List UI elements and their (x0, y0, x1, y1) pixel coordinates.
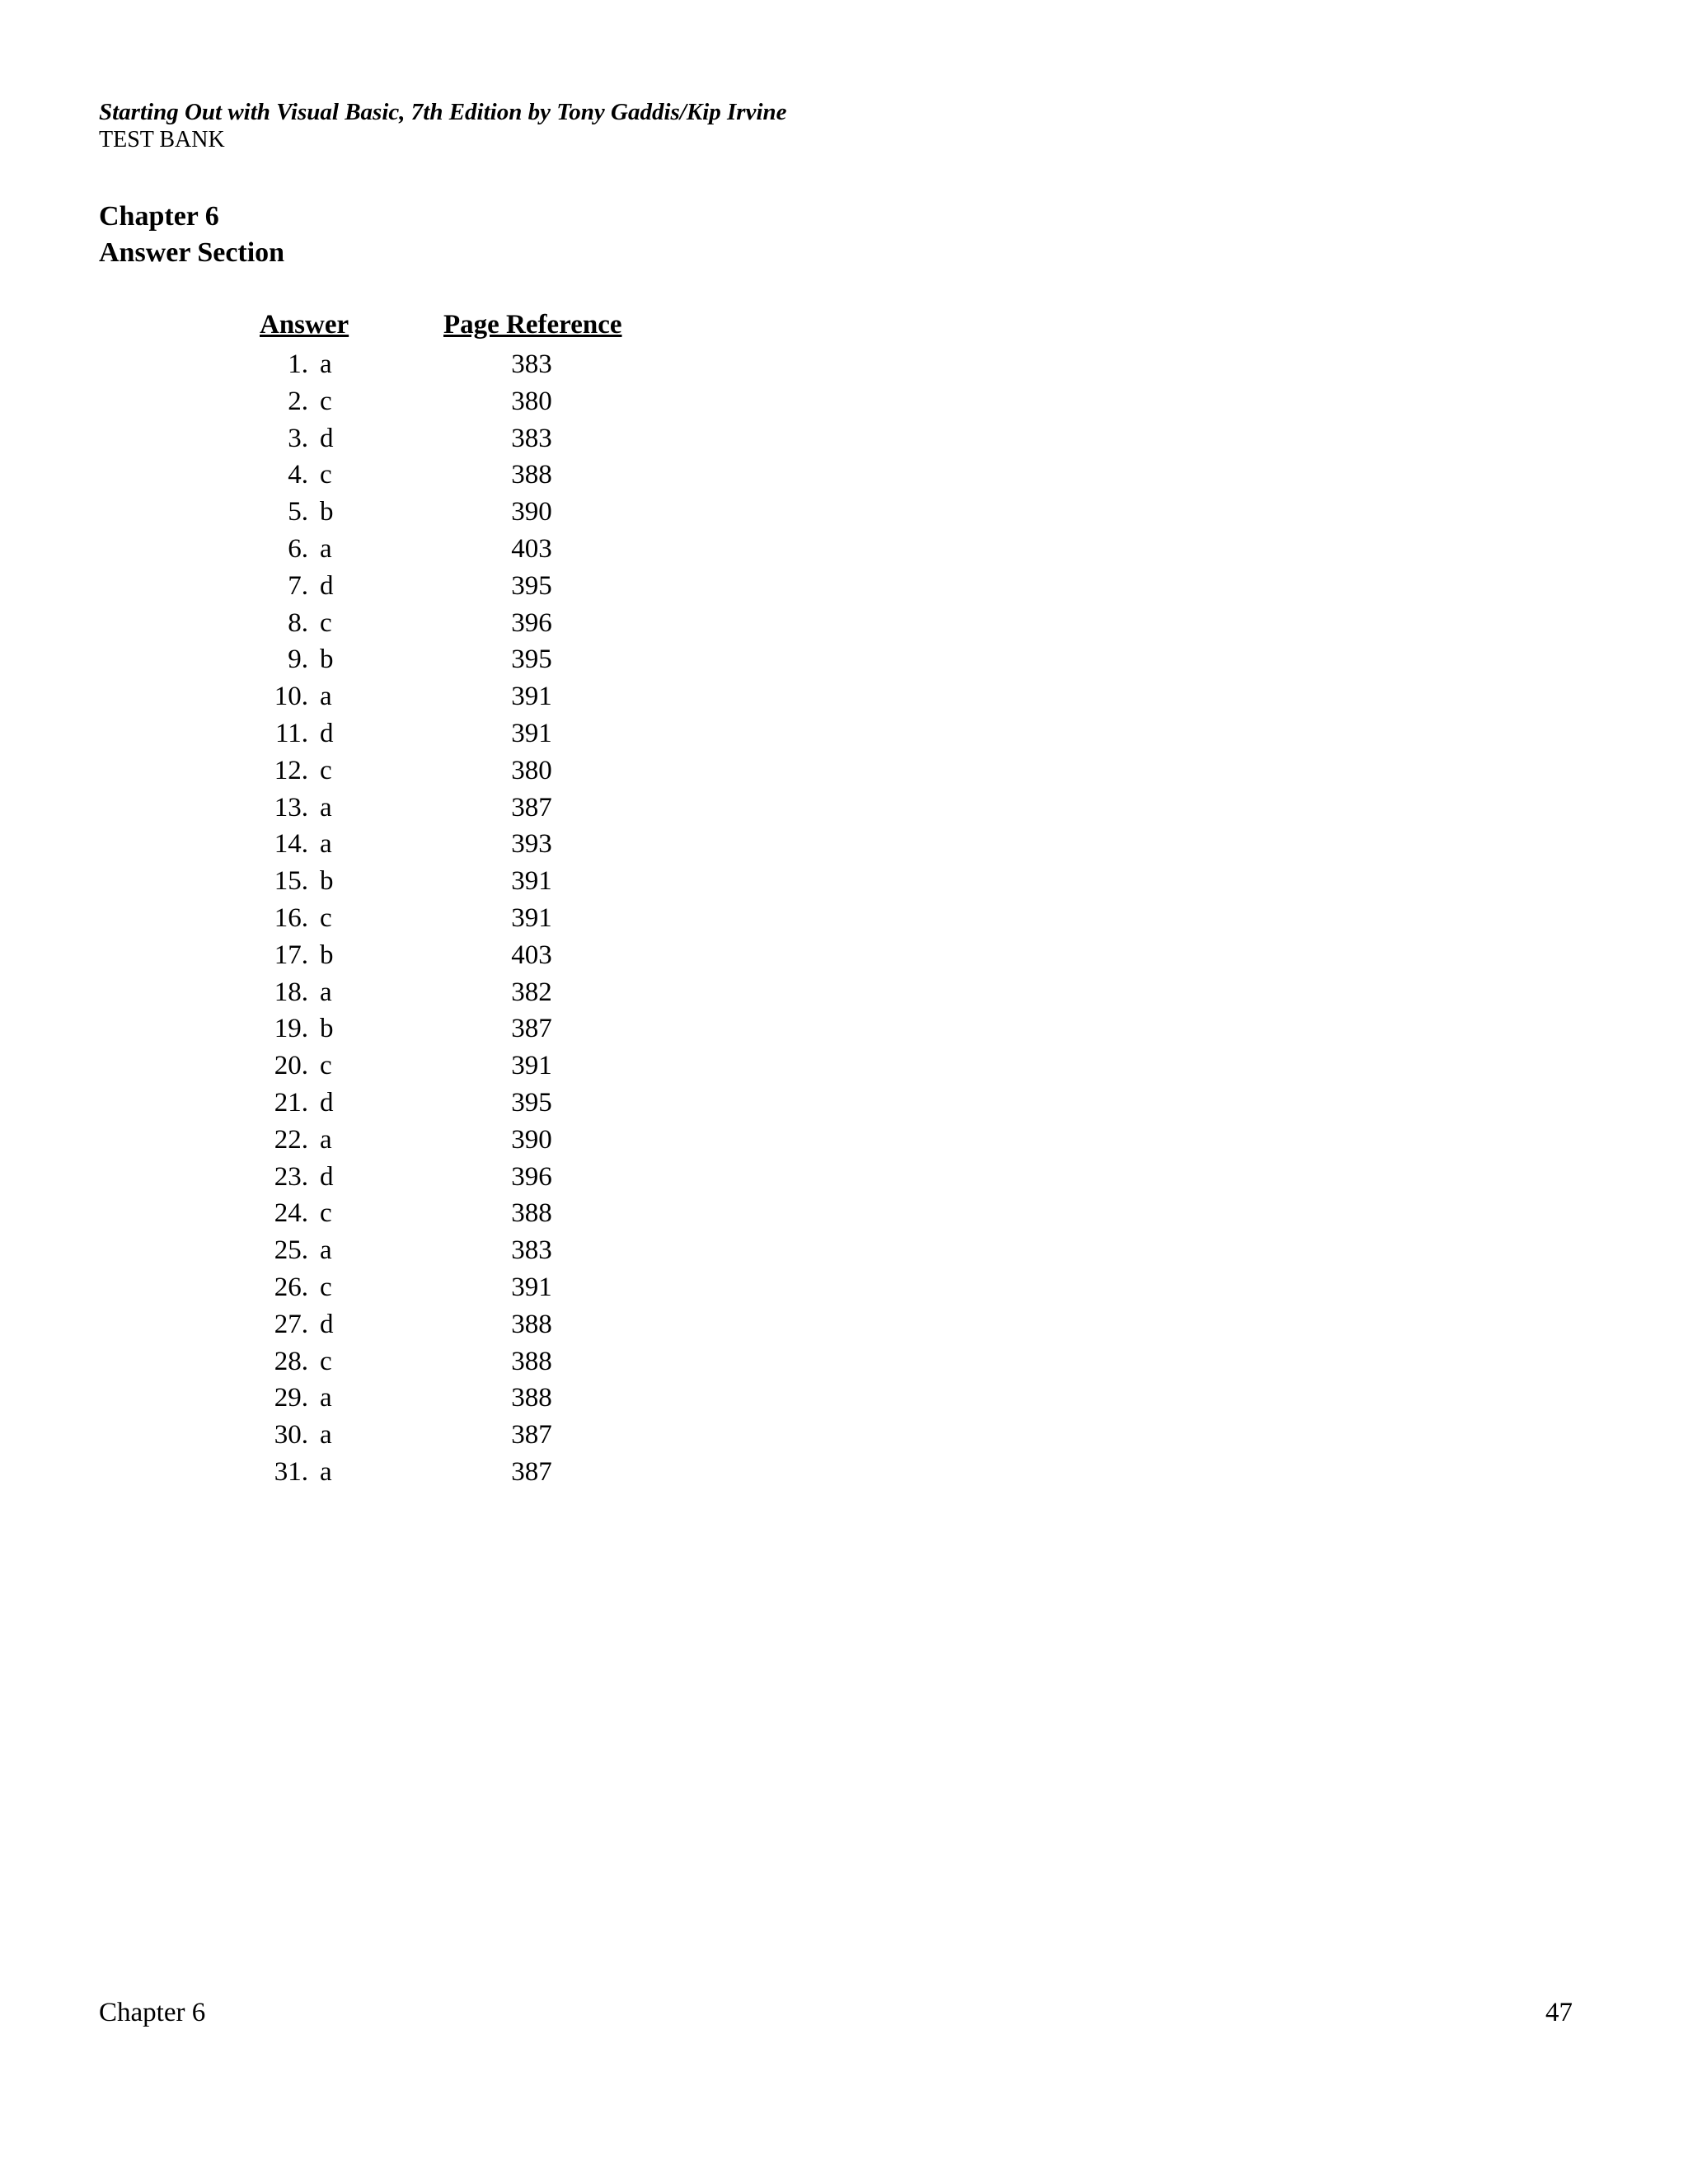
page-reference: 396 (511, 1161, 552, 1192)
page-reference: 380 (511, 386, 552, 416)
table-row (247, 1269, 659, 1306)
table-row (247, 568, 659, 605)
test-bank-label: TEST BANK (99, 127, 225, 152)
page-reference: 383 (511, 349, 552, 379)
answer-letter: d (320, 1087, 334, 1118)
table-row (247, 1047, 659, 1085)
answer-letter: a (320, 349, 332, 379)
table-row (247, 752, 659, 790)
table-row (247, 715, 659, 752)
table-row (247, 826, 659, 863)
answer-letter: d (320, 570, 334, 601)
page-reference: 403 (511, 940, 552, 970)
page-reference: 396 (511, 607, 552, 638)
table-row (247, 1232, 659, 1269)
footer-chapter-label: Chapter 6 (99, 1998, 206, 2027)
table-row (247, 605, 659, 642)
question-number: 15. (274, 866, 308, 897)
table-row (247, 790, 659, 827)
page-reference: 391 (511, 1272, 552, 1302)
table-row (247, 900, 659, 937)
question-number: 22. (274, 1124, 308, 1155)
table-row (247, 346, 659, 383)
answer-letter: a (320, 1124, 332, 1155)
question-number: 20. (274, 1051, 308, 1081)
table-row (247, 531, 659, 568)
answer-letter: d (320, 1309, 334, 1339)
answer-letter: c (320, 460, 332, 490)
answer-letter: c (320, 902, 332, 933)
page-reference: 383 (511, 1235, 552, 1266)
page-reference: 383 (511, 423, 552, 453)
table-row (247, 974, 659, 1011)
page-reference: 387 (511, 1014, 552, 1044)
column-header-page-reference: Page Reference (443, 310, 622, 340)
table-row (247, 1010, 659, 1047)
chapter-heading: Chapter 6 (99, 201, 219, 232)
table-row (247, 863, 659, 900)
page-reference: 395 (511, 644, 552, 675)
page-reference: 387 (511, 1420, 552, 1451)
question-number: 9. (288, 644, 308, 675)
table-row (247, 678, 659, 715)
table-row (247, 641, 659, 678)
page-reference: 388 (511, 1198, 552, 1229)
answer-letter: c (320, 1272, 332, 1302)
question-number: 29. (274, 1383, 308, 1413)
question-number: 5. (288, 497, 308, 527)
question-number: 19. (274, 1014, 308, 1044)
table-row (247, 1454, 659, 1491)
table-row (247, 1380, 659, 1417)
footer-page-number: 47 (1545, 1998, 1573, 2027)
answer-letter: d (320, 718, 334, 748)
page-reference: 395 (511, 570, 552, 601)
answer-letter: d (320, 423, 334, 453)
answer-letter: c (320, 607, 332, 638)
page-reference: 391 (511, 1051, 552, 1081)
answer-rows (247, 346, 659, 1491)
page-reference: 393 (511, 829, 552, 860)
page-reference: 391 (511, 718, 552, 748)
question-number: 1. (288, 349, 308, 379)
answer-letter: b (320, 866, 334, 897)
question-number: 6. (288, 533, 308, 564)
question-number: 30. (274, 1420, 308, 1451)
page-reference: 388 (511, 460, 552, 490)
page-reference: 380 (511, 755, 552, 785)
section-heading: Answer Section (99, 237, 285, 268)
answer-letter: a (320, 792, 332, 823)
answer-letter: a (320, 533, 332, 564)
answer-letter: c (320, 1198, 332, 1229)
table-row (247, 383, 659, 420)
page-reference: 388 (511, 1383, 552, 1413)
table-row (247, 1343, 659, 1380)
question-number: 21. (274, 1087, 308, 1118)
question-number: 17. (274, 940, 308, 970)
column-header-answer: Answer (260, 310, 349, 340)
page-reference: 388 (511, 1346, 552, 1376)
table-row (247, 1085, 659, 1122)
question-number: 10. (274, 682, 308, 712)
answer-letter: c (320, 1346, 332, 1376)
table-row (247, 494, 659, 531)
page-reference: 395 (511, 1087, 552, 1118)
answer-letter: a (320, 682, 332, 712)
question-number: 24. (274, 1198, 308, 1229)
table-row (247, 1195, 659, 1232)
question-number: 8. (288, 607, 308, 638)
answer-letter: a (320, 977, 332, 1007)
answer-letter: c (320, 386, 332, 416)
question-number: 18. (274, 977, 308, 1007)
table-row (247, 1122, 659, 1159)
answer-letter: d (320, 1161, 334, 1192)
page-reference: 390 (511, 1124, 552, 1155)
question-number: 12. (274, 755, 308, 785)
table-row (247, 1159, 659, 1196)
question-number: 13. (274, 792, 308, 823)
page-reference: 391 (511, 866, 552, 897)
book-title: Starting Out with Visual Basic, 7th Edition by Tony Gaddis/Kip Irvine (99, 99, 787, 125)
question-number: 27. (274, 1309, 308, 1339)
table-row (247, 1306, 659, 1343)
page-reference: 391 (511, 902, 552, 933)
answer-letter: c (320, 755, 332, 785)
page-reference: 382 (511, 977, 552, 1007)
question-number: 25. (274, 1235, 308, 1266)
page-reference: 391 (511, 682, 552, 712)
answer-letter: b (320, 940, 334, 970)
question-number: 11. (274, 718, 308, 748)
question-number: 3. (288, 423, 308, 453)
question-number: 2. (288, 386, 308, 416)
answer-letter: c (320, 1051, 332, 1081)
page-reference: 387 (511, 792, 552, 823)
answer-letter: a (320, 1235, 332, 1266)
page-reference: 390 (511, 497, 552, 527)
question-number: 16. (274, 902, 308, 933)
answer-letter: a (320, 1420, 332, 1451)
answer-letter: a (320, 1456, 332, 1487)
question-number: 4. (288, 460, 308, 490)
table-row (247, 420, 659, 457)
page-reference: 403 (511, 533, 552, 564)
answer-letter: b (320, 497, 334, 527)
question-number: 31. (274, 1456, 308, 1487)
answer-letter: a (320, 829, 332, 860)
question-number: 14. (274, 829, 308, 860)
table-row (247, 1417, 659, 1454)
answer-letter: b (320, 644, 334, 675)
table-row (247, 457, 659, 494)
question-number: 23. (274, 1161, 308, 1192)
page-reference: 387 (511, 1456, 552, 1487)
table-row (247, 937, 659, 974)
page-reference: 388 (511, 1309, 552, 1339)
question-number: 28. (274, 1346, 308, 1376)
answer-letter: a (320, 1383, 332, 1413)
question-number: 26. (274, 1272, 308, 1302)
question-number: 7. (288, 570, 308, 601)
answer-letter: b (320, 1014, 334, 1044)
